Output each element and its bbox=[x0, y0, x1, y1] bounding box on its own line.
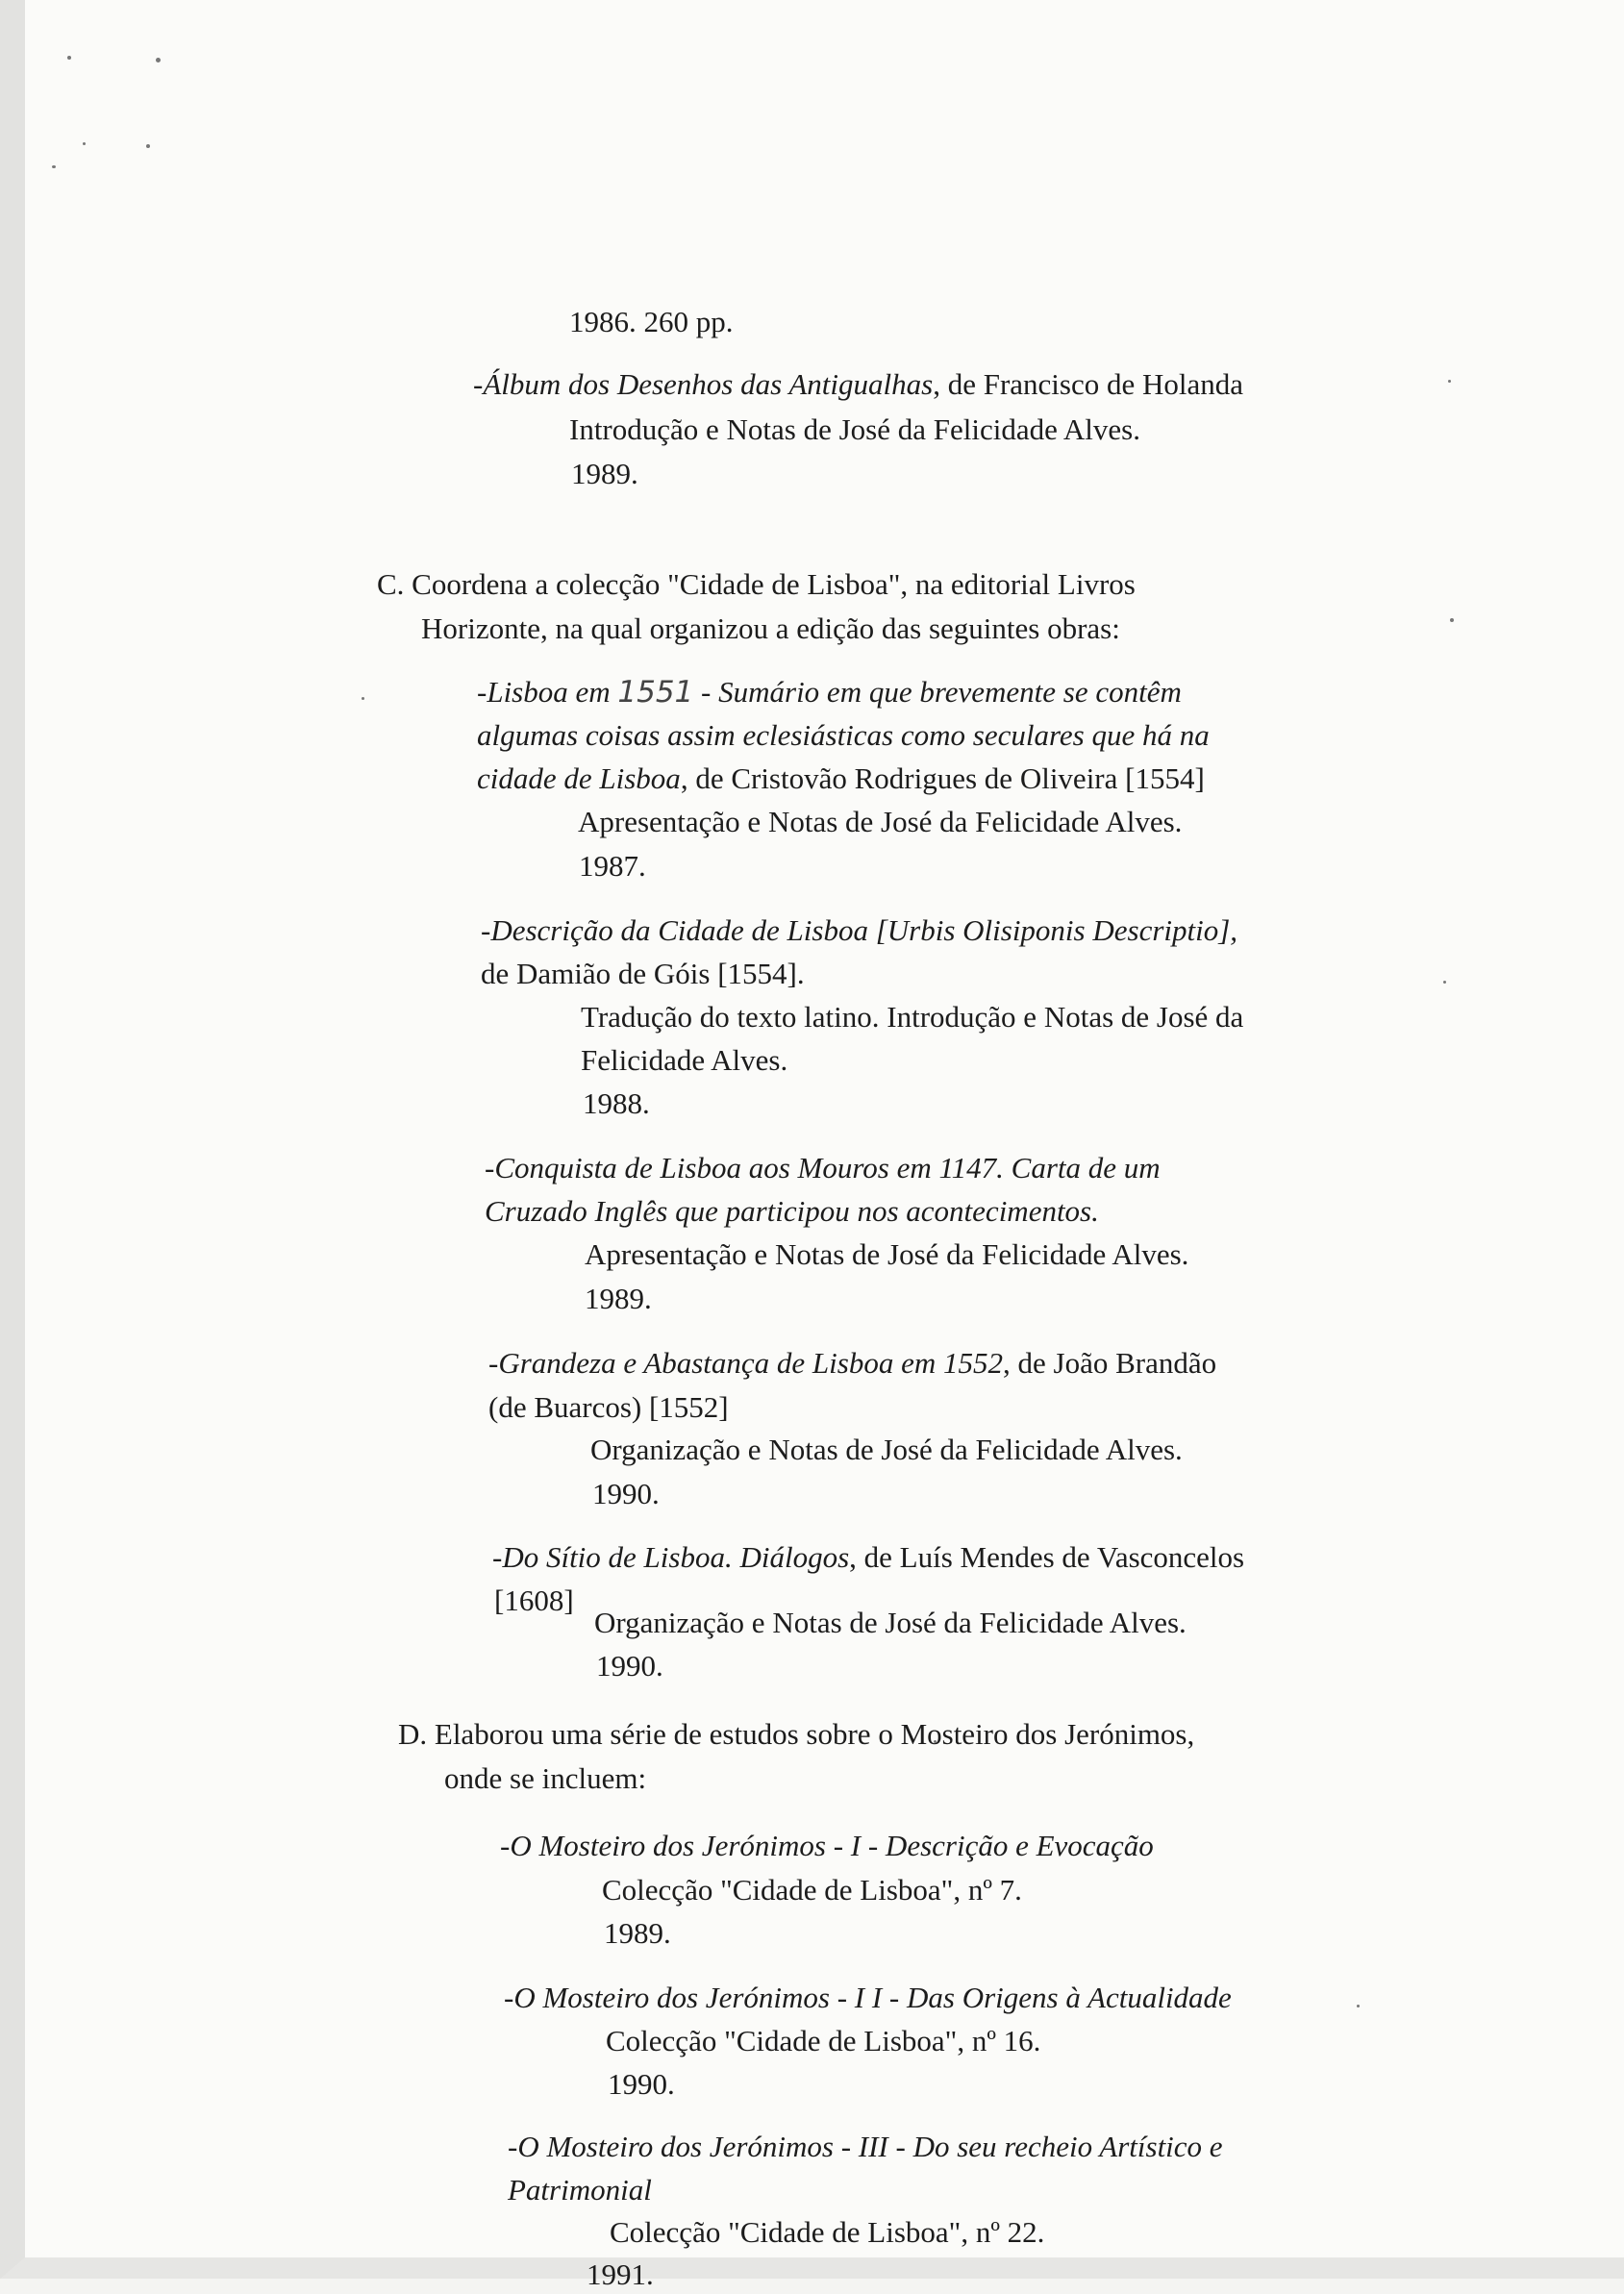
jeronimos-2-title: -O Mosteiro dos Jerónimos - I I - Das Origens à Actualidade bbox=[504, 1981, 1232, 2014]
work-2-title: -Descrição da Cidade de Lisboa [Urbis Olisiponis Descriptio], bbox=[481, 913, 1238, 947]
album-note: Introdução e Notas de José da Felicidade Alves. bbox=[569, 412, 1140, 446]
jeronimos-1-note: Colecção "Cidade de Lisboa", nº 7. bbox=[602, 1873, 1022, 1907]
album-title-line bbox=[473, 365, 1243, 404]
work-2-year: 1988. bbox=[583, 1086, 650, 1120]
album-year: 1989. bbox=[571, 457, 638, 490]
work-2-note: Tradução do texto latino. Introdução e Notas de José da bbox=[581, 1000, 1244, 1034]
jeronimos-3-year: 1991. bbox=[587, 2257, 654, 2291]
section-c-heading-cont: Horizonte, na qual organizou a edição das seguintes obras: bbox=[421, 611, 1120, 645]
work-1-year: 1987. bbox=[579, 849, 646, 883]
work-4-title: -Grandeza e Abastança de Lisboa em 1552, de João Brandão bbox=[488, 1346, 1217, 1380]
work-1-title-cont: algumas coisas assim eclesiásticas como seculares que há na bbox=[477, 718, 1210, 752]
handwritten-year: 1551 bbox=[617, 675, 694, 710]
work-3-title: -Conquista de Lisboa aos Mouros em 1147. Carta de um bbox=[485, 1151, 1161, 1184]
work-5-note: Organização e Notas de José da Felicidade Alves. bbox=[594, 1606, 1187, 1639]
jeronimos-3-note: Colecção "Cidade de Lisboa", nº 22. bbox=[610, 2215, 1045, 2249]
work-4-title-cont: (de Buarcos) [1552] bbox=[488, 1390, 729, 1424]
work-4-note: Organização e Notas de José da Felicidade Alves. bbox=[590, 1433, 1183, 1466]
jeronimos-1-year: 1989. bbox=[604, 1916, 671, 1950]
work-1-title: -Lisboa em 1551 - Sumário em que brevemente se contêm bbox=[477, 675, 1182, 710]
section-c-heading: C. Coordena a colecção "Cidade de Lisboa", na editorial Livros bbox=[377, 567, 1136, 601]
work-3-year: 1989. bbox=[585, 1282, 652, 1315]
work-4-year: 1990. bbox=[592, 1477, 660, 1510]
work-1-note: Apresentação e Notas de José da Felicidade Alves. bbox=[578, 805, 1183, 838]
work-1-title-cont2: cidade de Lisboa, de Cristovão Rodrigues de Oliveira [1554] bbox=[477, 761, 1205, 795]
work-2-note-cont: Felicidade Alves. bbox=[581, 1043, 788, 1077]
work-3-note: Apresentação e Notas de José da Felicidade Alves. bbox=[585, 1237, 1189, 1271]
section-d-heading-cont: onde se incluem: bbox=[444, 1761, 647, 1795]
album-title: -Álbum dos Desenhos das Antigualhas bbox=[473, 367, 934, 401]
work-5-title: -Do Sítio de Lisboa. Diálogos, de Luís Mendes de Vasconcelos bbox=[492, 1540, 1245, 1574]
bleed-through-text bbox=[1131, 192, 1137, 222]
jeronimos-2-note: Colecção "Cidade de Lisboa", nº 16. bbox=[606, 2024, 1041, 2057]
section-d-heading: D. Elaborou uma série de estudos sobre o Mosteiro dos Jerónimos, bbox=[398, 1717, 1195, 1751]
jeronimos-1-title: -O Mosteiro dos Jerónimos - I - Descrição e Evocação bbox=[500, 1829, 1154, 1862]
work-2-title-cont: de Damião de Góis [1554]. bbox=[481, 957, 805, 990]
album-author: , de Francisco de Holanda bbox=[933, 367, 1244, 401]
jeronimos-3-title: -O Mosteiro dos Jerónimos - III - Do seu recheio Artístico e bbox=[508, 2130, 1223, 2163]
work-3-title-cont: Cruzado Inglês que participou nos acontecimentos. bbox=[485, 1194, 1099, 1228]
jeronimos-2-year: 1990. bbox=[608, 2067, 675, 2101]
work-5-title-cont: [1608] bbox=[494, 1583, 574, 1617]
jeronimos-3-title-cont: Patrimonial bbox=[508, 2173, 652, 2207]
continuation-line: 1986. 260 pp. bbox=[569, 305, 734, 338]
work-5-year: 1990. bbox=[596, 1649, 663, 1683]
